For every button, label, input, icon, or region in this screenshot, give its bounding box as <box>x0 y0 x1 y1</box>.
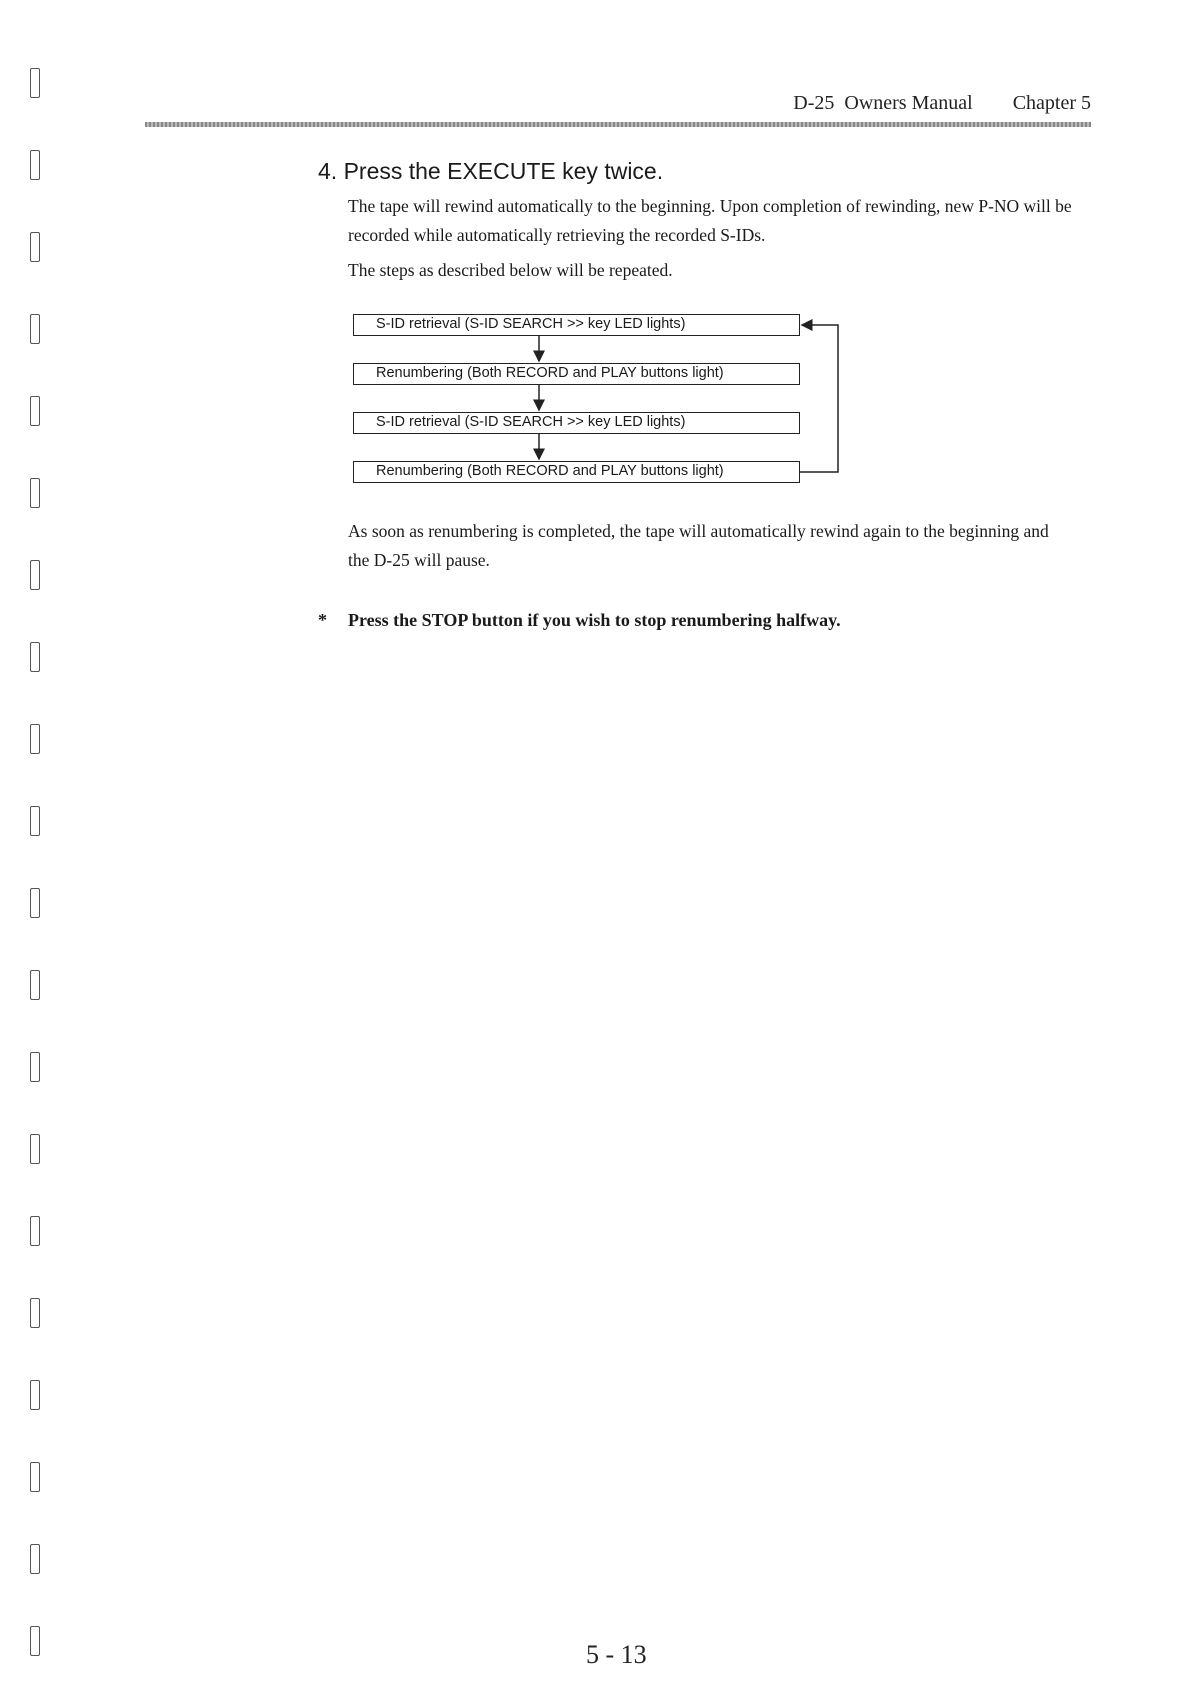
manual-title: D-25 Owners Manual <box>793 92 973 114</box>
completion-text: As soon as renumbering is completed, the tape will automatically rewind again to the beginning and the D-25 will pause. <box>348 521 1049 570</box>
stop-note <box>318 610 841 631</box>
chapter-label: Chapter 5 <box>1012 92 1091 114</box>
steps-intro: The steps as described below will be repeated. <box>348 260 673 280</box>
loop-back-arrow <box>800 325 838 472</box>
flow-box-renumbering: Renumbering (Both RECORD and PLAY buttons light) <box>353 461 800 483</box>
flow-box-sid-retrieval: S-ID retrieval (S-ID SEARCH >> key LED lights) <box>353 412 800 434</box>
flow-box-sid-retrieval: S-ID retrieval (S-ID SEARCH >> key LED lights) <box>353 314 800 336</box>
step-heading: 4. Press the EXECUTE key twice. <box>318 158 664 184</box>
note-text: Press the STOP button if you wish to stop renumbering halfway. <box>348 610 841 630</box>
flow-box-renumbering: Renumbering (Both RECORD and PLAY buttons light) <box>353 363 800 385</box>
page-number: 5 - 13 <box>586 1640 647 1669</box>
note-marker: * <box>318 610 327 630</box>
step-description: The tape will rewind automatically to the beginning. Upon completion of rewinding, new P-NO will be recorded while automatically retrieving the recorded S-IDs. <box>348 196 1072 245</box>
